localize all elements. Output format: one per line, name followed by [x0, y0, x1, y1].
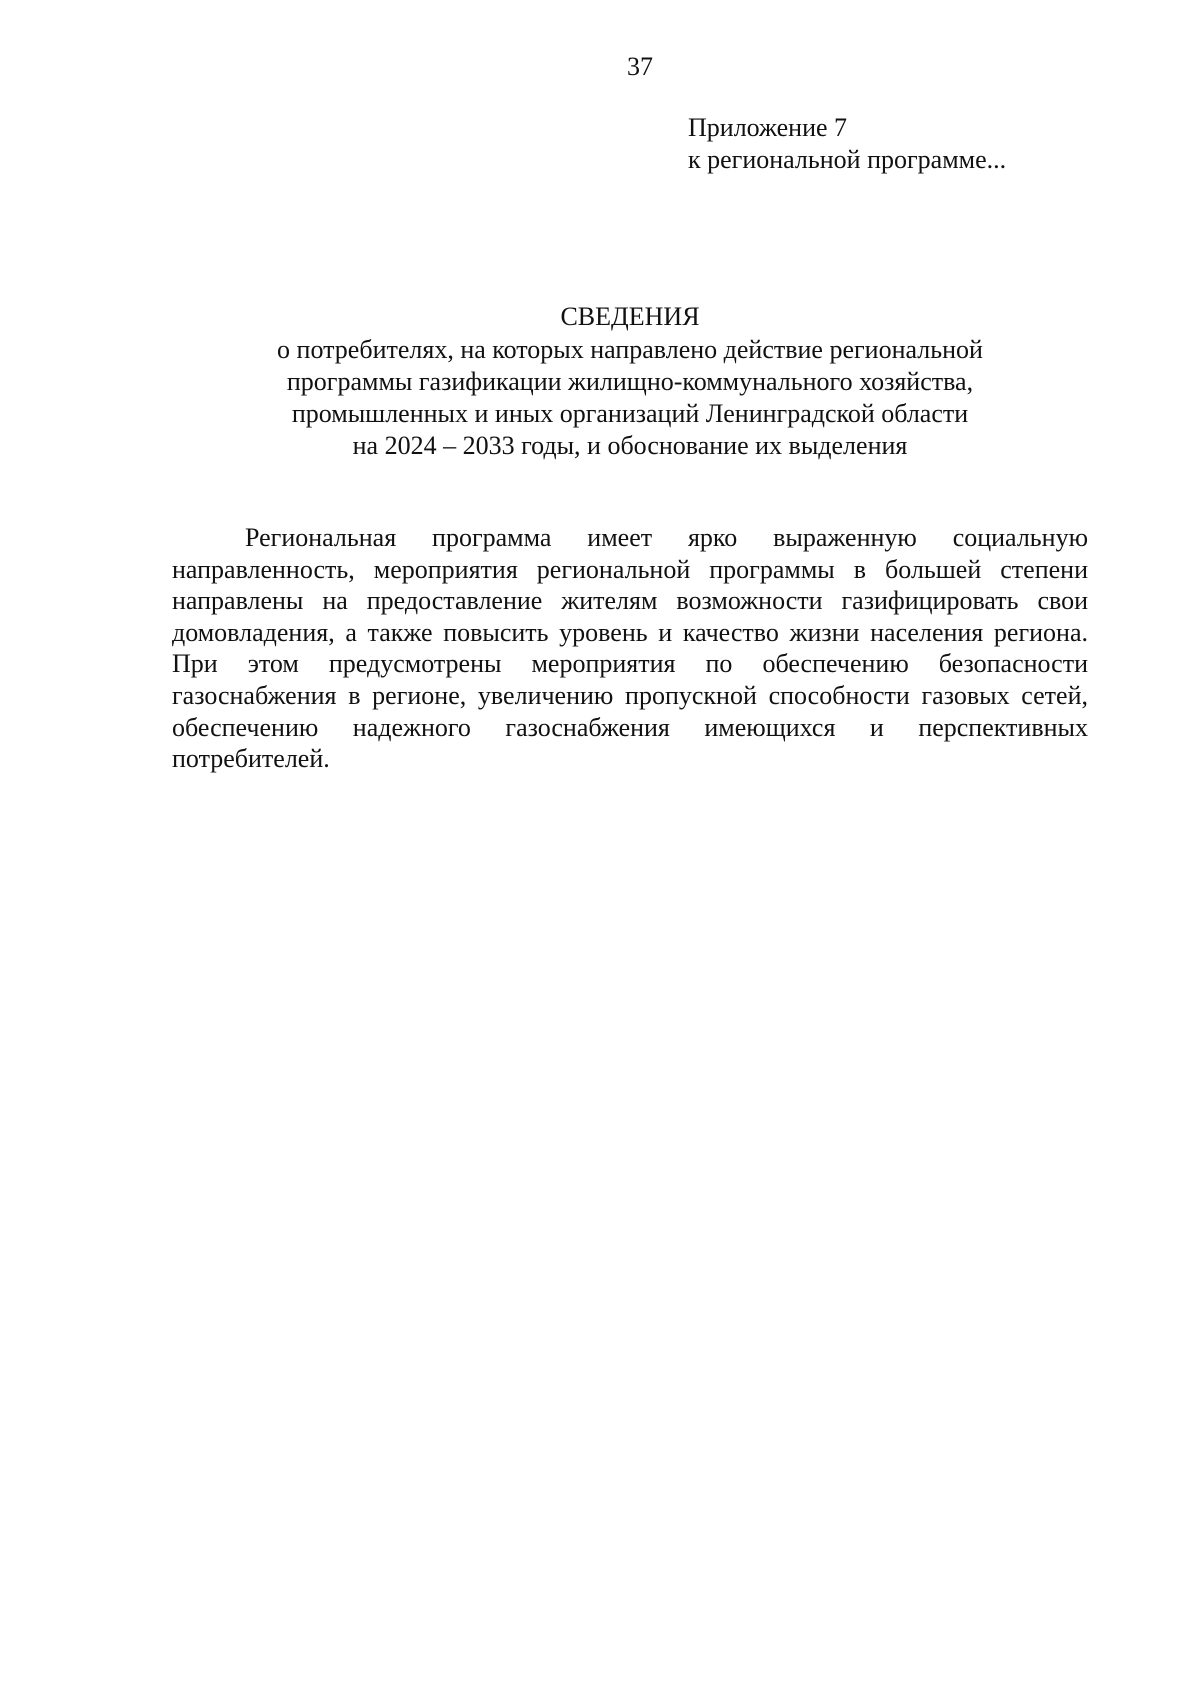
appendix-line-2: к региональной программе... — [688, 145, 1007, 174]
body-paragraph: Региональная программа имеет ярко выраженную социальную направленность, мероприятия региональной программы в большей степени направлены на предоставление жителям возможности газифицировать свои домовладения, а также повысить уровень и качество жизни населения региона. При этом предусмотрены мероприятия по обеспечению безопасности газоснабжения в регионе, увеличению пропускной способности газовых сетей, обеспечению надежного газоснабжения имеющихся и перспективных потребителей. — [172, 523, 1088, 774]
heading-subtitle-line-4: на 2024 – 2033 годы, и обоснование их выделения — [352, 431, 908, 460]
heading-subtitle-line-2: программы газификации жилищно-коммунального хозяйства, — [286, 367, 974, 396]
appendix-reference — [688, 112, 1006, 176]
body-text — [172, 522, 1088, 775]
document-heading — [0, 301, 1200, 462]
heading-subtitle-line-3: промышленных и иных организаций Ленинградской области — [291, 399, 969, 428]
page-number: 37 — [627, 52, 653, 81]
heading-subtitle-line-1: о потребителях, на которых направлено действие региональной — [277, 335, 983, 364]
document-title: СВЕДЕНИЯ — [560, 302, 700, 331]
appendix-line-1: Приложение 7 — [688, 113, 848, 142]
